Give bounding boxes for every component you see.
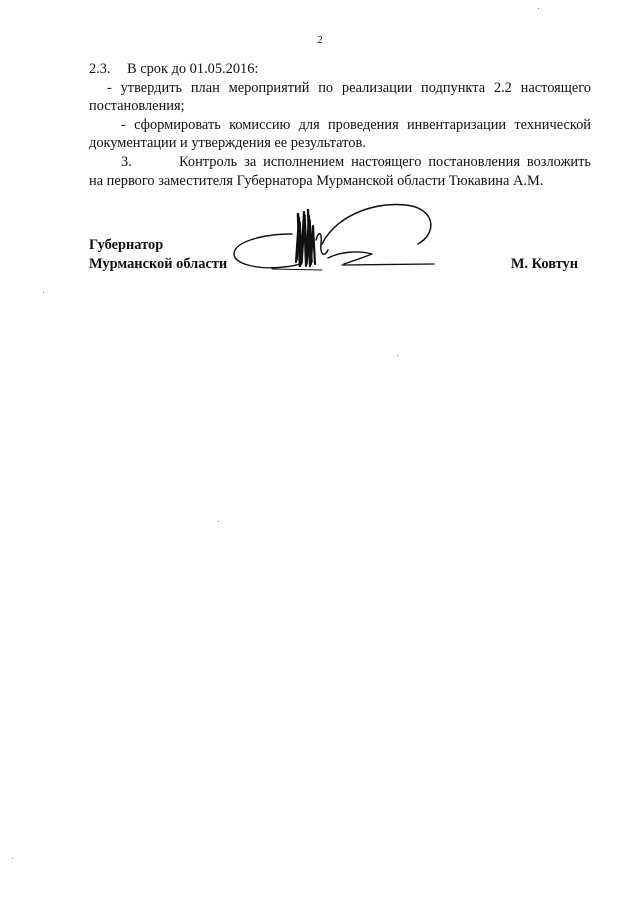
document-body	[89, 60, 591, 190]
signatory-title-line-1: Губернатор	[89, 237, 164, 253]
signatory-title-line-2: Мурманской области	[89, 256, 228, 272]
scan-speck	[538, 8, 539, 9]
clause-3-paragraph	[89, 153, 591, 190]
page-number: 2	[317, 34, 323, 46]
clause-2-3-heading	[89, 60, 591, 79]
handwritten-signature	[222, 200, 442, 276]
item-form-commission: - сформировать комиссию для проведения инвентаризации технической документации и утверждения ее результатов.	[89, 116, 591, 152]
item-approve-plan: - утвердить план мероприятий по реализации подпункта 2.2 настоящего постановления;	[89, 79, 591, 115]
scan-speck	[218, 521, 219, 522]
clause-2-3-number: 2.3.	[89, 61, 111, 77]
signatory-name: М. Ковтун	[510, 256, 578, 272]
scan-speck	[397, 355, 398, 356]
clause-3-number: 3.	[121, 153, 132, 170]
scan-speck	[43, 292, 44, 293]
scan-speck	[12, 858, 13, 859]
clause-3-text: Контроль за исполнением настоящего постановления возложить на первого заместителя Губернатора Мурманской области Тюкавина А.М.	[89, 153, 591, 189]
signatory-title	[89, 236, 227, 274]
clause-2-3-text: В срок до 01.05.2016:	[127, 61, 259, 77]
